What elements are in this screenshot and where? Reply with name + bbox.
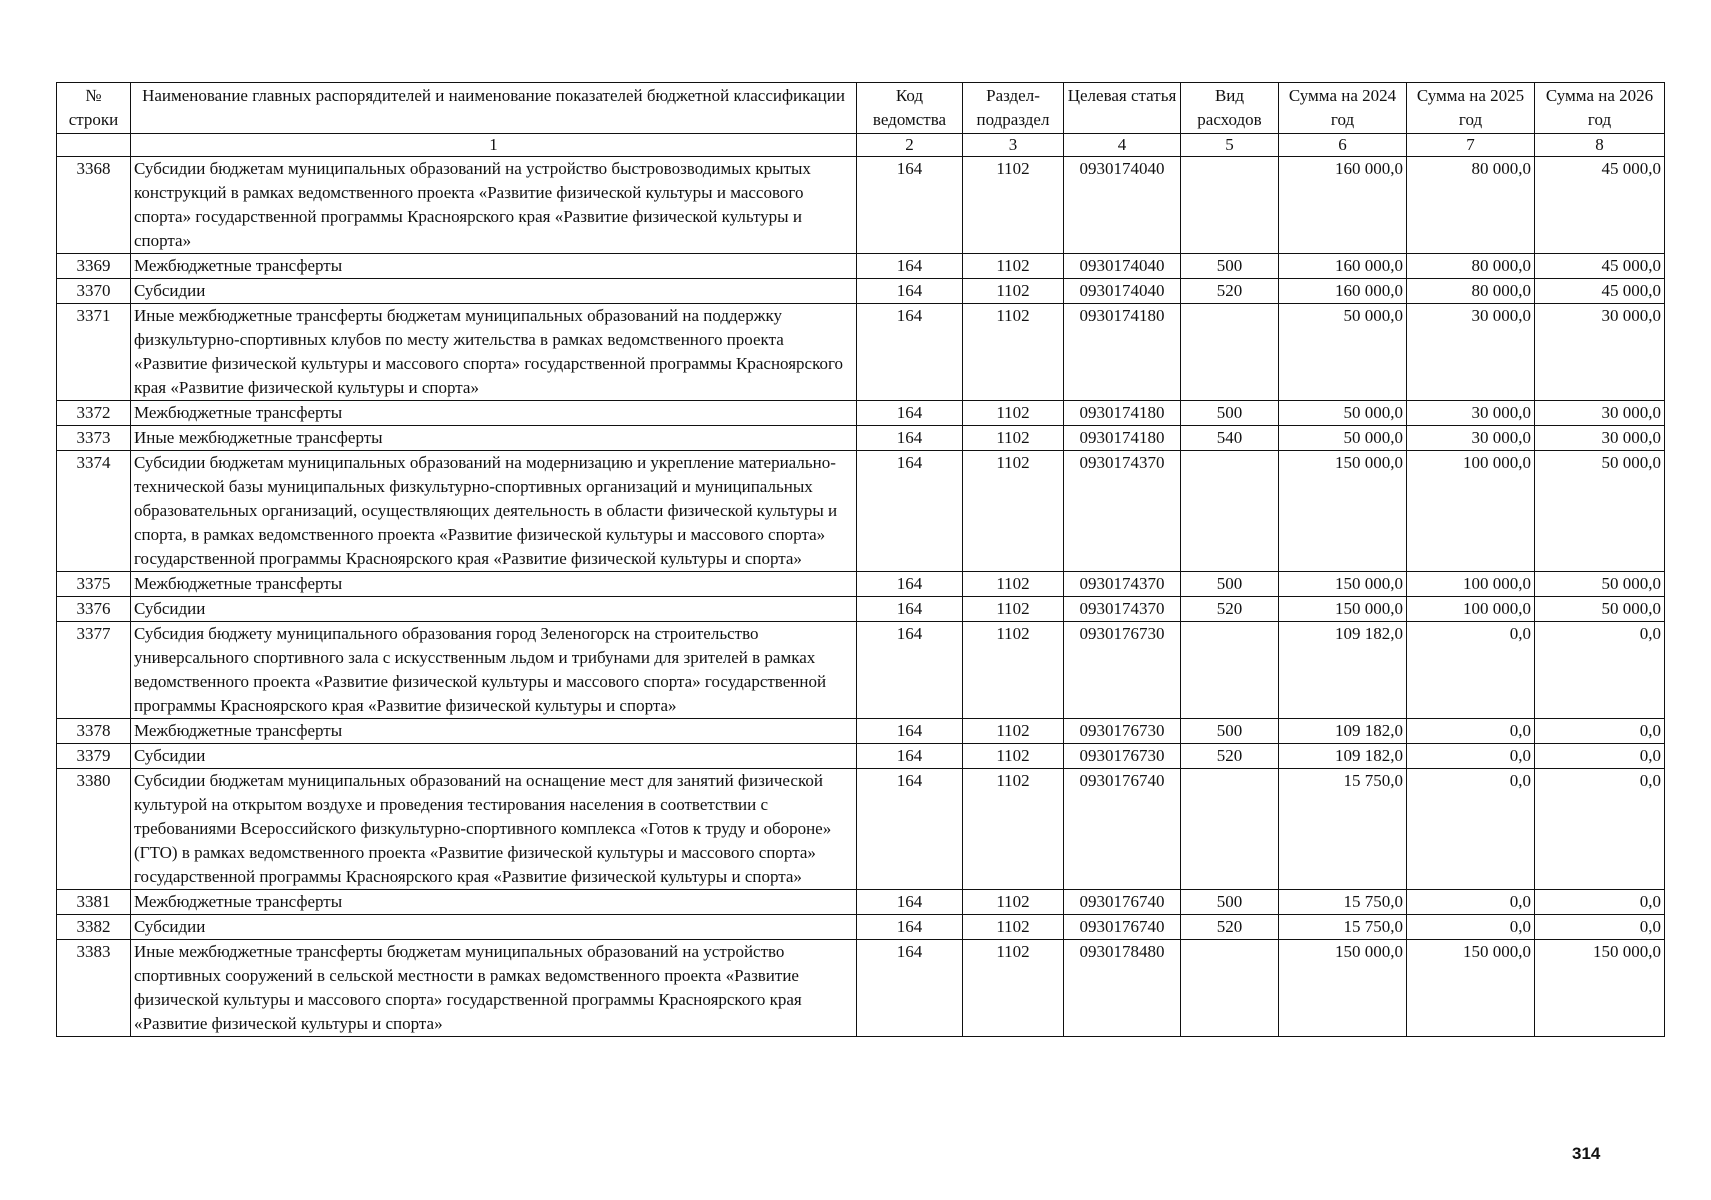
- sum-2024-cell: 50 000,0: [1279, 426, 1407, 451]
- budget-table: [56, 82, 1665, 1037]
- sum-2026-cell: 50 000,0: [1535, 451, 1665, 572]
- name-cell: Субсидии бюджетам муниципальных образований на модернизацию и укрепление материально-технической базы муниципальных физкультурно-спортивных организаций и муниципальных образовательных организаций, осуществляющих деятельность в области физической культуры и спорта, в рамках ведомственного проекта «Развитие физической культуры и массового спорта» государственной программы Красноярского края «Развитие физической культуры и спорта»: [131, 451, 857, 572]
- razd-cell: 1102: [963, 279, 1064, 304]
- sum-2024-cell: 160 000,0: [1279, 157, 1407, 254]
- column-number: 8: [1535, 134, 1665, 157]
- sum-2026-cell: 30 000,0: [1535, 401, 1665, 426]
- name-cell: Субсидии: [131, 915, 857, 940]
- sum-2025-cell: 100 000,0: [1407, 451, 1535, 572]
- cel-cell: 0930176730: [1064, 622, 1181, 719]
- cel-cell: 0930176730: [1064, 719, 1181, 744]
- page-number: 314: [1572, 1144, 1601, 1163]
- header-s2025: Сумма на 2025 год: [1407, 83, 1535, 134]
- razd-cell: 1102: [963, 622, 1064, 719]
- vid-cell: [1181, 304, 1279, 401]
- sum-2025-cell: 100 000,0: [1407, 572, 1535, 597]
- razd-cell: 1102: [963, 915, 1064, 940]
- name-cell: Межбюджетные трансферты: [131, 254, 857, 279]
- row-number-cell: 3379: [57, 744, 131, 769]
- row-number-cell: 3382: [57, 915, 131, 940]
- razd-cell: 1102: [963, 254, 1064, 279]
- column-number: [57, 134, 131, 157]
- ved-cell: 164: [857, 597, 963, 622]
- name-cell: Иные межбюджетные трансферты бюджетам муниципальных образований на устройство спортивных сооружений в сельской местности в рамках ведомственного проекта «Развитие физической культуры и массового спорта» государственной программы Красноярского края «Развитие физической культуры и спорта»: [131, 940, 857, 1037]
- sum-2024-cell: 150 000,0: [1279, 597, 1407, 622]
- sum-2024-cell: 109 182,0: [1279, 744, 1407, 769]
- name-cell: Межбюджетные трансферты: [131, 401, 857, 426]
- table-header: [57, 83, 1665, 157]
- name-cell: Субсидии: [131, 279, 857, 304]
- razd-cell: 1102: [963, 597, 1064, 622]
- ved-cell: 164: [857, 451, 963, 572]
- razd-cell: 1102: [963, 451, 1064, 572]
- row-number-cell: 3369: [57, 254, 131, 279]
- sum-2026-cell: 50 000,0: [1535, 597, 1665, 622]
- vid-cell: 520: [1181, 915, 1279, 940]
- name-cell: Субсидия бюджету муниципального образования город Зеленогорск на строительство универсального спортивного зала с искусственным льдом и трибунами для зрителей в рамках ведомственного проекта «Развитие физической культуры и массового спорта» государственной программы Красноярского края «Развитие физической культуры и спорта»: [131, 622, 857, 719]
- column-number: 4: [1064, 134, 1181, 157]
- ved-cell: 164: [857, 426, 963, 451]
- sum-2025-cell: 150 000,0: [1407, 940, 1535, 1037]
- ved-cell: 164: [857, 279, 963, 304]
- sum-2024-cell: 15 750,0: [1279, 769, 1407, 890]
- column-number: 5: [1181, 134, 1279, 157]
- ved-cell: 164: [857, 304, 963, 401]
- sum-2024-cell: 50 000,0: [1279, 401, 1407, 426]
- razd-cell: 1102: [963, 719, 1064, 744]
- table-row: [57, 622, 1665, 719]
- ved-cell: 164: [857, 254, 963, 279]
- ved-cell: 164: [857, 744, 963, 769]
- cel-cell: 0930174180: [1064, 304, 1181, 401]
- sum-2025-cell: 0,0: [1407, 744, 1535, 769]
- table-row: [57, 719, 1665, 744]
- vid-cell: 540: [1181, 426, 1279, 451]
- name-cell: Межбюджетные трансферты: [131, 890, 857, 915]
- ved-cell: 164: [857, 401, 963, 426]
- row-number-cell: 3374: [57, 451, 131, 572]
- sum-2026-cell: 0,0: [1535, 719, 1665, 744]
- sum-2025-cell: 0,0: [1407, 719, 1535, 744]
- razd-cell: 1102: [963, 940, 1064, 1037]
- vid-cell: 500: [1181, 254, 1279, 279]
- sum-2024-cell: 50 000,0: [1279, 304, 1407, 401]
- sum-2025-cell: 0,0: [1407, 915, 1535, 940]
- sum-2026-cell: 0,0: [1535, 744, 1665, 769]
- table-row: [57, 157, 1665, 254]
- table-row: [57, 769, 1665, 890]
- sum-2026-cell: 50 000,0: [1535, 572, 1665, 597]
- header-ved: Код ведомства: [857, 83, 963, 134]
- name-cell: Субсидии бюджетам муниципальных образований на оснащение мест для занятий физической культурой на открытом воздухе и проведения тестирования населения в соответствии с требованиями Всероссийского физкультурно-спортивного комплекса «Готов к труду и обороне» (ГТО) в рамках ведомственного проекта «Развитие физической культуры и массового спорта» государственной программы Красноярского края «Развитие физической культуры и спорта»: [131, 769, 857, 890]
- vid-cell: 500: [1181, 719, 1279, 744]
- sum-2026-cell: 0,0: [1535, 915, 1665, 940]
- cel-cell: 0930174040: [1064, 279, 1181, 304]
- ved-cell: 164: [857, 157, 963, 254]
- vid-cell: 520: [1181, 597, 1279, 622]
- name-cell: Иные межбюджетные трансферты бюджетам муниципальных образований на поддержку физкультурно-спортивных клубов по месту жительства в рамках ведомственного проекта «Развитие физической культуры и массового спорта» государственной программы Красноярского края «Развитие физической культуры и спорта»: [131, 304, 857, 401]
- name-cell: Субсидии: [131, 597, 857, 622]
- sum-2025-cell: 30 000,0: [1407, 304, 1535, 401]
- vid-cell: [1181, 940, 1279, 1037]
- cel-cell: 0930176740: [1064, 769, 1181, 890]
- name-cell: Иные межбюджетные трансферты: [131, 426, 857, 451]
- row-number-cell: 3378: [57, 719, 131, 744]
- sum-2024-cell: 150 000,0: [1279, 940, 1407, 1037]
- ved-cell: 164: [857, 572, 963, 597]
- cel-cell: 0930174370: [1064, 572, 1181, 597]
- cel-cell: 0930174370: [1064, 597, 1181, 622]
- cel-cell: 0930176740: [1064, 890, 1181, 915]
- table-row: [57, 254, 1665, 279]
- vid-cell: 520: [1181, 744, 1279, 769]
- table-row: [57, 940, 1665, 1037]
- sum-2025-cell: 0,0: [1407, 769, 1535, 890]
- ved-cell: 164: [857, 915, 963, 940]
- vid-cell: 500: [1181, 890, 1279, 915]
- sum-2025-cell: 0,0: [1407, 890, 1535, 915]
- sum-2026-cell: 0,0: [1535, 890, 1665, 915]
- sum-2025-cell: 30 000,0: [1407, 426, 1535, 451]
- sum-2024-cell: 160 000,0: [1279, 279, 1407, 304]
- vid-cell: [1181, 157, 1279, 254]
- ved-cell: 164: [857, 769, 963, 890]
- razd-cell: 1102: [963, 401, 1064, 426]
- header-name: Наименование главных распорядителей и наименование показателей бюджетной классификации: [131, 83, 857, 134]
- sum-2026-cell: 45 000,0: [1535, 279, 1665, 304]
- column-number: 6: [1279, 134, 1407, 157]
- row-number-cell: 3370: [57, 279, 131, 304]
- column-number: 7: [1407, 134, 1535, 157]
- sum-2026-cell: 0,0: [1535, 769, 1665, 890]
- sum-2026-cell: 45 000,0: [1535, 157, 1665, 254]
- row-number-cell: 3371: [57, 304, 131, 401]
- cel-cell: 0930174370: [1064, 451, 1181, 572]
- cel-cell: 0930176730: [1064, 744, 1181, 769]
- vid-cell: [1181, 769, 1279, 890]
- name-cell: Межбюджетные трансферты: [131, 572, 857, 597]
- column-number: 3: [963, 134, 1064, 157]
- header-row-no: № строки: [57, 83, 131, 134]
- razd-cell: 1102: [963, 769, 1064, 890]
- header-vid: Вид расходов: [1181, 83, 1279, 134]
- sum-2026-cell: 45 000,0: [1535, 254, 1665, 279]
- sum-2025-cell: 80 000,0: [1407, 279, 1535, 304]
- cel-cell: 0930176740: [1064, 915, 1181, 940]
- razd-cell: 1102: [963, 426, 1064, 451]
- sum-2024-cell: 150 000,0: [1279, 451, 1407, 572]
- razd-cell: 1102: [963, 744, 1064, 769]
- cel-cell: 0930174180: [1064, 426, 1181, 451]
- row-number-cell: 3375: [57, 572, 131, 597]
- table-row: [57, 890, 1665, 915]
- table-row: [57, 426, 1665, 451]
- sum-2024-cell: 109 182,0: [1279, 622, 1407, 719]
- row-number-cell: 3381: [57, 890, 131, 915]
- name-cell: Субсидии: [131, 744, 857, 769]
- table-body: [57, 157, 1665, 1037]
- vid-cell: [1181, 451, 1279, 572]
- sum-2024-cell: 15 750,0: [1279, 915, 1407, 940]
- ved-cell: 164: [857, 622, 963, 719]
- column-number: 2: [857, 134, 963, 157]
- name-cell: Субсидии бюджетам муниципальных образований на устройство быстровозводимых крытых конструкций в рамках ведомственного проекта «Развитие физической культуры и массового спорта» государственной программы Красноярского края «Развитие физической культуры и спорта»: [131, 157, 857, 254]
- sum-2026-cell: 0,0: [1535, 622, 1665, 719]
- table-row: [57, 572, 1665, 597]
- sum-2026-cell: 30 000,0: [1535, 426, 1665, 451]
- table-row: [57, 597, 1665, 622]
- table-row: [57, 744, 1665, 769]
- header-s2024: Сумма на 2024 год: [1279, 83, 1407, 134]
- sum-2026-cell: 30 000,0: [1535, 304, 1665, 401]
- vid-cell: 500: [1181, 572, 1279, 597]
- razd-cell: 1102: [963, 572, 1064, 597]
- razd-cell: 1102: [963, 890, 1064, 915]
- row-number-cell: 3376: [57, 597, 131, 622]
- table-row: [57, 915, 1665, 940]
- sum-2025-cell: 80 000,0: [1407, 254, 1535, 279]
- cel-cell: 0930174040: [1064, 254, 1181, 279]
- cel-cell: 0930178480: [1064, 940, 1181, 1037]
- razd-cell: 1102: [963, 157, 1064, 254]
- row-number-cell: 3377: [57, 622, 131, 719]
- header-s2026: Сумма на 2026 год: [1535, 83, 1665, 134]
- sum-2025-cell: 100 000,0: [1407, 597, 1535, 622]
- sum-2025-cell: 80 000,0: [1407, 157, 1535, 254]
- ved-cell: 164: [857, 890, 963, 915]
- sum-2025-cell: 30 000,0: [1407, 401, 1535, 426]
- sum-2026-cell: 150 000,0: [1535, 940, 1665, 1037]
- row-number-cell: 3380: [57, 769, 131, 890]
- table-row: [57, 451, 1665, 572]
- table-row: [57, 304, 1665, 401]
- column-number-row: [57, 134, 1665, 157]
- table-row: [57, 401, 1665, 426]
- cel-cell: 0930174040: [1064, 157, 1181, 254]
- vid-cell: [1181, 622, 1279, 719]
- sum-2024-cell: 160 000,0: [1279, 254, 1407, 279]
- header-razd: Раздел-подраздел: [963, 83, 1064, 134]
- table-row: [57, 279, 1665, 304]
- vid-cell: 520: [1181, 279, 1279, 304]
- row-number-cell: 3368: [57, 157, 131, 254]
- row-number-cell: 3383: [57, 940, 131, 1037]
- cel-cell: 0930174180: [1064, 401, 1181, 426]
- razd-cell: 1102: [963, 304, 1064, 401]
- row-number-cell: 3372: [57, 401, 131, 426]
- ved-cell: 164: [857, 940, 963, 1037]
- name-cell: Межбюджетные трансферты: [131, 719, 857, 744]
- ved-cell: 164: [857, 719, 963, 744]
- sum-2024-cell: 150 000,0: [1279, 572, 1407, 597]
- sum-2025-cell: 0,0: [1407, 622, 1535, 719]
- sum-2024-cell: 109 182,0: [1279, 719, 1407, 744]
- sum-2024-cell: 15 750,0: [1279, 890, 1407, 915]
- header-cel: Целевая статья: [1064, 83, 1181, 134]
- column-number: 1: [131, 134, 857, 157]
- vid-cell: 500: [1181, 401, 1279, 426]
- row-number-cell: 3373: [57, 426, 131, 451]
